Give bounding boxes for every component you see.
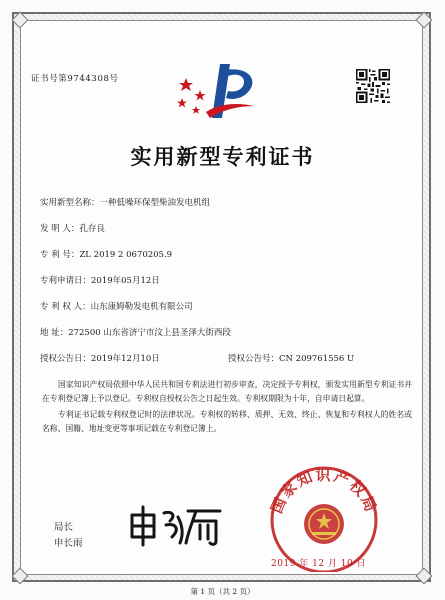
inventor-row [40, 222, 105, 234]
field-label: 地 址： [40, 328, 69, 338]
body-paragraph: 专利证书记载专利权登记时的法律状况。专利权的转移、质押、无效、终止、恢复和专利权人的姓名或名称、国籍、地址变更等事项记载在专利登记簿上。 [42, 410, 412, 433]
certificate-number: 证书号第9744308号 [31, 74, 119, 84]
seal-text: 国家知识产权局 [267, 466, 381, 516]
page-title: 实用新型专利证书 [130, 144, 315, 169]
field-value: ZL 2019 2 0670205.9 [79, 250, 173, 260]
utility-model-name-row [40, 196, 210, 208]
cnipa-emblem-icon [170, 60, 262, 122]
field-value: 孔存良 [79, 224, 105, 234]
field-label: 专 利 权 人： [40, 302, 91, 312]
field-value: 2019年12月10日 [91, 354, 160, 364]
field-value: CN 209761556 U [279, 354, 355, 364]
certificate-body [42, 378, 412, 438]
director-title: 局长 [54, 522, 74, 533]
body-paragraph: 国家知识产权局依照中华人民共和国专利法进行初步审查，决定授予专利权，颁发实用新型专利证书并在专利登记簿上予以登记。专利权自授权公告之日起生效。专利权期限为十年，自申请日起算。 [42, 380, 412, 403]
grant-date-row [40, 352, 160, 364]
signature-icon [126, 503, 226, 547]
page-indicator: 第 1 页（共 2 页） [190, 587, 255, 596]
field-label: 实用新型名称： [40, 198, 100, 208]
field-value: 2019年05月12日 [91, 276, 160, 286]
field-label: 授权公告日： [40, 354, 92, 364]
field-value: 一种低噪环保型柴油发电机组 [99, 198, 211, 208]
address-row [40, 326, 231, 338]
grant-number-row [228, 352, 354, 364]
patentee-row [40, 300, 193, 312]
field-label: 授权公告号： [228, 354, 280, 364]
filing-date-row [40, 274, 160, 286]
director-name: 申长雨 [54, 538, 83, 549]
seal-date: 2019 年 12 月 10 日 [271, 559, 367, 569]
patent-number-row [40, 248, 172, 260]
field-value: 272500 山东省济宁市汶上县圣泽大街西段 [68, 328, 231, 338]
field-label: 专 利 号： [40, 250, 80, 260]
field-label: 专利申请日： [40, 276, 92, 286]
field-value: 山东康姆勒发电机有限公司 [90, 302, 193, 312]
field-label: 发 明 人： [40, 224, 80, 234]
qr-code-icon[interactable] [356, 69, 390, 103]
